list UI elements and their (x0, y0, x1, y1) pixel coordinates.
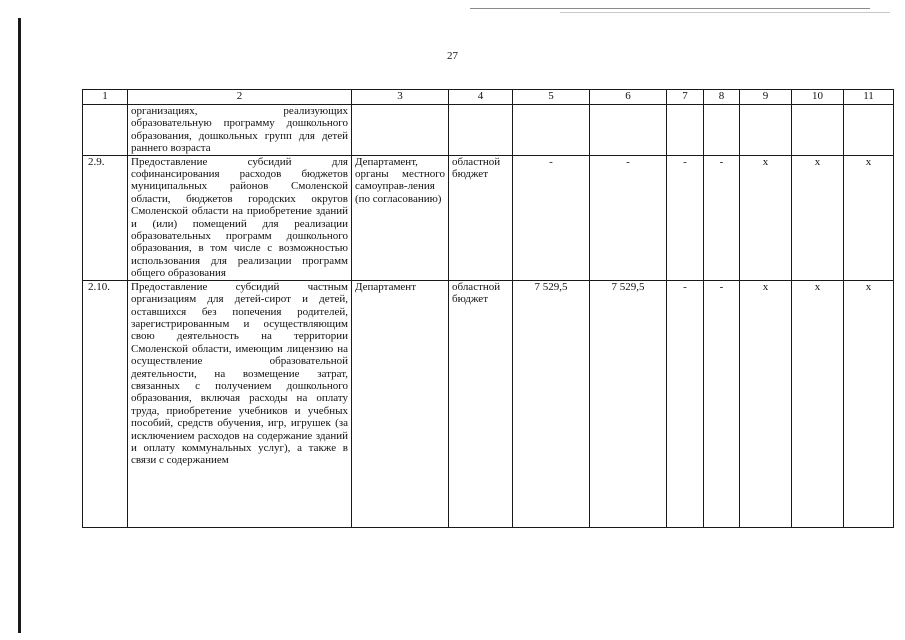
row-description: Предоставление субсидий частным организациям для детей-сирот и детей, оставшихся без попечения родителей, зарегистрированным и осуществляющим свою деятельность на территории Смоленской области, имеющим лицензию на осуществление образовательной деятельности, на возмещение затрат, связанных с получением дошкольного образования, включая расходы на оплату труда, приобретение учебников и учебных пособий, средств обучения, игр, игрушек (за исключением расходов на содержание зданий и оплату коммунальных услуг), а также в связи с содержанием (128, 280, 352, 527)
row-value: х (740, 155, 792, 280)
scan-edge-bar (18, 18, 21, 633)
header-cell: 5 (513, 90, 590, 105)
row-value (740, 105, 792, 156)
row-value: - (667, 280, 704, 527)
header-cell: 6 (590, 90, 667, 105)
header-cell: 7 (667, 90, 704, 105)
row-value: - (704, 155, 740, 280)
row-value: х (792, 280, 844, 527)
row-number: 2.9. (83, 155, 128, 280)
row-budget-source (449, 105, 513, 156)
row-value: 7 529,5 (513, 280, 590, 527)
row-value (792, 105, 844, 156)
row-value: - (667, 155, 704, 280)
row-budget-source: областной бюджет (449, 280, 513, 527)
row-value: - (590, 155, 667, 280)
row-value: х (792, 155, 844, 280)
row-value (704, 105, 740, 156)
scan-artifact-line (470, 8, 870, 9)
row-value (844, 105, 894, 156)
header-cell: 9 (740, 90, 792, 105)
row-executor: Департамент (352, 280, 449, 527)
row-value: х (740, 280, 792, 527)
row-value (667, 105, 704, 156)
header-row (83, 90, 894, 105)
header-cell: 10 (792, 90, 844, 105)
row-description: организациях, реализующих образовательную программу дошкольного образования, дошкольных групп для детей раннего возраста (128, 105, 352, 156)
row-value: х (844, 280, 894, 527)
header-cell: 8 (704, 90, 740, 105)
header-cell: 3 (352, 90, 449, 105)
table-row (83, 105, 894, 156)
row-value: - (704, 280, 740, 527)
row-value (590, 105, 667, 156)
budget-table (82, 89, 894, 528)
header-cell: 2 (128, 90, 352, 105)
header-cell: 11 (844, 90, 894, 105)
row-executor (352, 105, 449, 156)
row-value: 7 529,5 (590, 280, 667, 527)
table-row (83, 155, 894, 280)
row-executor: Департамент, органы местного самоуправ-ления (по согласованию) (352, 155, 449, 280)
row-budget-source: областной бюджет (449, 155, 513, 280)
header-cell: 4 (449, 90, 513, 105)
table-row (83, 280, 894, 527)
row-description: Предоставление субсидий для софинансирования расходов бюджетов муниципальных районов Смоленской области, бюджетов городских округов Смоленской области на приобретение зданий и (или) помещений для реализации образовательных программ дошкольного образования, в том числе с возможностью использования для реализации программ общего образования (128, 155, 352, 280)
header-cell: 1 (83, 90, 128, 105)
row-number (83, 105, 128, 156)
row-value: - (513, 155, 590, 280)
page-number: 27 (447, 50, 458, 62)
row-value (513, 105, 590, 156)
row-number: 2.10. (83, 280, 128, 527)
row-value: х (844, 155, 894, 280)
scan-artifact-line (560, 12, 890, 13)
